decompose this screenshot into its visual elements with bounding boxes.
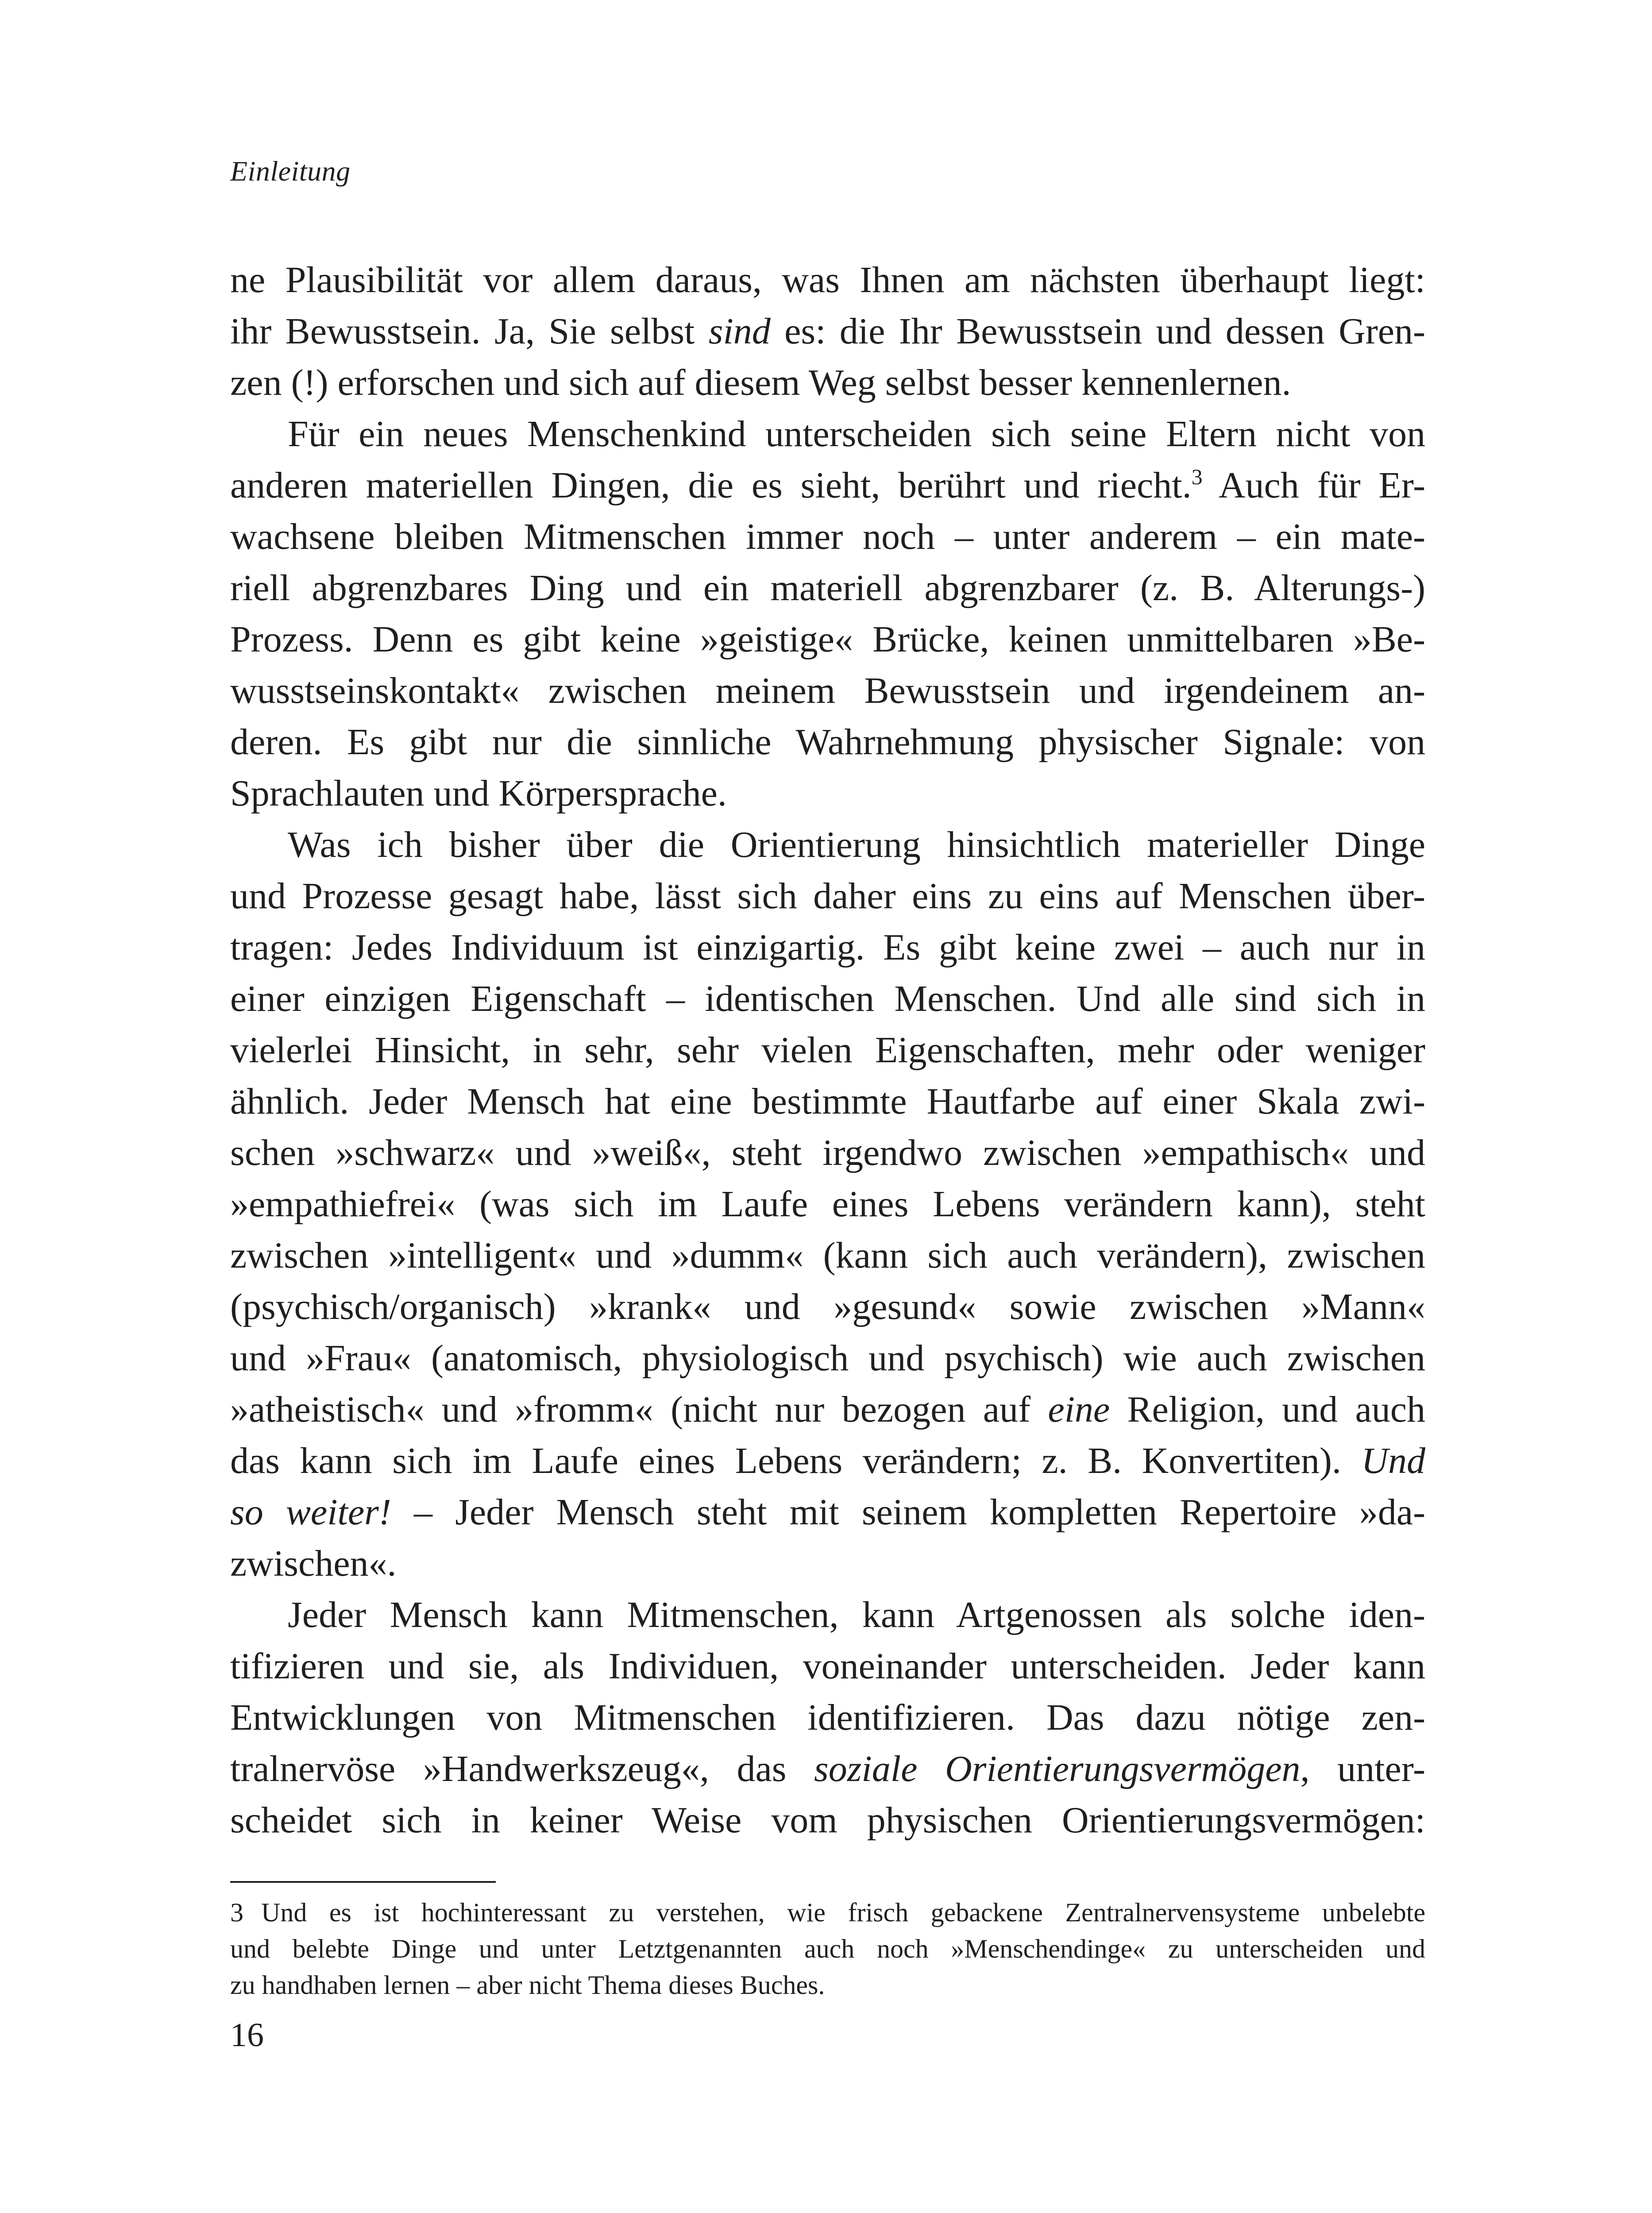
- text-line: tifizieren und sie, als Individuen, voneinander unterscheiden. Jeder kann: [230, 1646, 1425, 1687]
- text-line: Sprachlauten und Körpersprache.: [230, 773, 727, 814]
- emphasis: eine: [1048, 1389, 1110, 1430]
- text-line: »empathiefrei« (was sich im Laufe eines Lebens verändern kann), steht: [230, 1184, 1425, 1225]
- text-line: das kann sich im Laufe eines Lebens verändern; z. B. Konvertiten). Und: [230, 1440, 1425, 1481]
- emphasis: soziale Orientierungsvermögen: [814, 1748, 1301, 1789]
- text-line: vielerlei Hinsicht, in sehr, sehr vielen Eigenschaften, mehr oder weniger: [230, 1029, 1425, 1071]
- paragraph: [230, 254, 1425, 409]
- text-line: wachsene bleiben Mitmenschen immer noch – unter anderem – ein mate-: [230, 516, 1425, 557]
- text-line: anderen materiellen Dingen, die es sieht, berührt und riecht.$^3$ Auch für Er-: [230, 464, 1425, 506]
- text-line: so weiter! – Jeder Mensch steht mit seinem kompletten Repertoire »da-: [230, 1492, 1425, 1533]
- text-line: und »Frau« (anatomisch, physiologisch und psychisch) wie auch zwischen: [230, 1338, 1425, 1379]
- footnote-number: 3: [230, 1898, 243, 1927]
- footnote-line: und belebte Dinge und unter Letztgenannten auch noch »Menschendinge« zu unterscheiden und: [230, 1934, 1425, 1963]
- text-line: ne Plausibilität vor allem daraus, was Ihnen am nächsten überhaupt liegt:: [230, 259, 1425, 301]
- page-number: 16: [230, 2016, 264, 2054]
- text-line: Jeder Mensch kann Mitmenschen, kann Artgenossen als solche iden-: [288, 1594, 1425, 1635]
- running-head: Einleitung: [230, 155, 351, 187]
- text-line: (psychisch/organisch) »krank« und »gesund« sowie zwischen »Mann«: [230, 1286, 1425, 1327]
- text-line: und Prozesse gesagt habe, lässt sich daher eins zu eins auf Menschen über-: [230, 875, 1425, 917]
- footnote-rule: [230, 1881, 496, 1883]
- text-line: zwischen«.: [230, 1543, 397, 1584]
- text-line: Prozess. Denn es gibt keine »geistige« Brücke, keinen unmittelbaren »Be-: [230, 619, 1425, 660]
- text-line: Entwicklungen von Mitmenschen identifizieren. Das dazu nötige zen-: [230, 1697, 1425, 1738]
- text-line: schen »schwarz« und »weiß«, steht irgendwo zwischen »empathisch« und: [230, 1132, 1425, 1173]
- text-line: scheidet sich in keiner Weise vom physischen Orientierungsvermögen:: [230, 1800, 1425, 1841]
- paragraph: [230, 409, 1425, 819]
- text-line: ähnlich. Jeder Mensch hat eine bestimmte Hautfarbe auf einer Skala zwi-: [230, 1081, 1425, 1122]
- paragraph: [230, 819, 1425, 1589]
- text-line: deren. Es gibt nur die sinnliche Wahrnehmung physischer Signale: von: [230, 721, 1425, 763]
- emphasis: sind: [708, 311, 771, 352]
- text-line: Was ich bisher über die Orientierung hinsichtlich materieller Dinge: [288, 824, 1425, 865]
- text-line: Für ein neues Menschenkind unterscheiden sich seine Eltern nicht von: [288, 413, 1425, 455]
- emphasis: so weiter!: [230, 1492, 391, 1533]
- text-line: einer einzigen Eigenschaft – identischen Menschen. Und alle sind sich in: [230, 978, 1425, 1019]
- footnote-line: 3 Und es ist hochinteressant zu verstehen, wie frisch gebackene Zentralnervensysteme unbelebte: [230, 1894, 1425, 1931]
- body-text: [230, 254, 1425, 1846]
- emphasis: Und: [1361, 1440, 1425, 1481]
- text-line: zen (!) erforschen und sich auf diesem Weg selbst besser kennenlernen.: [230, 362, 1291, 403]
- footnote: [230, 1894, 1425, 2003]
- text-line: ihr Bewusstsein. Ja, Sie selbst sind es: die Ihr Bewusstsein und dessen Gren-: [230, 311, 1425, 352]
- paragraph: [230, 1589, 1425, 1846]
- text-line: riell abgrenzbares Ding und ein materiell abgrenzbarer (z. B. Alterungs-): [230, 567, 1425, 609]
- text-line: »atheistisch« und »fromm« (nicht nur bezogen auf eine Religion, und auch: [230, 1389, 1426, 1430]
- text-line: tralnervöse »Handwerkszeug«, das soziale Orientierungsvermögen, unter-: [230, 1748, 1425, 1789]
- text-line: wusstseinskontakt« zwischen meinem Bewusstsein und irgendeinem an-: [230, 670, 1425, 711]
- footnote-marker[interactable]: 3: [1191, 464, 1203, 489]
- text-line: zwischen »intelligent« und »dumm« (kann sich auch verändern), zwischen: [230, 1235, 1425, 1276]
- text-line: tragen: Jedes Individuum ist einzigartig. Es gibt keine zwei – auch nur in: [230, 927, 1425, 968]
- footnote-line: zu handhaben lernen – aber nicht Thema dieses Buches.: [230, 1970, 825, 2000]
